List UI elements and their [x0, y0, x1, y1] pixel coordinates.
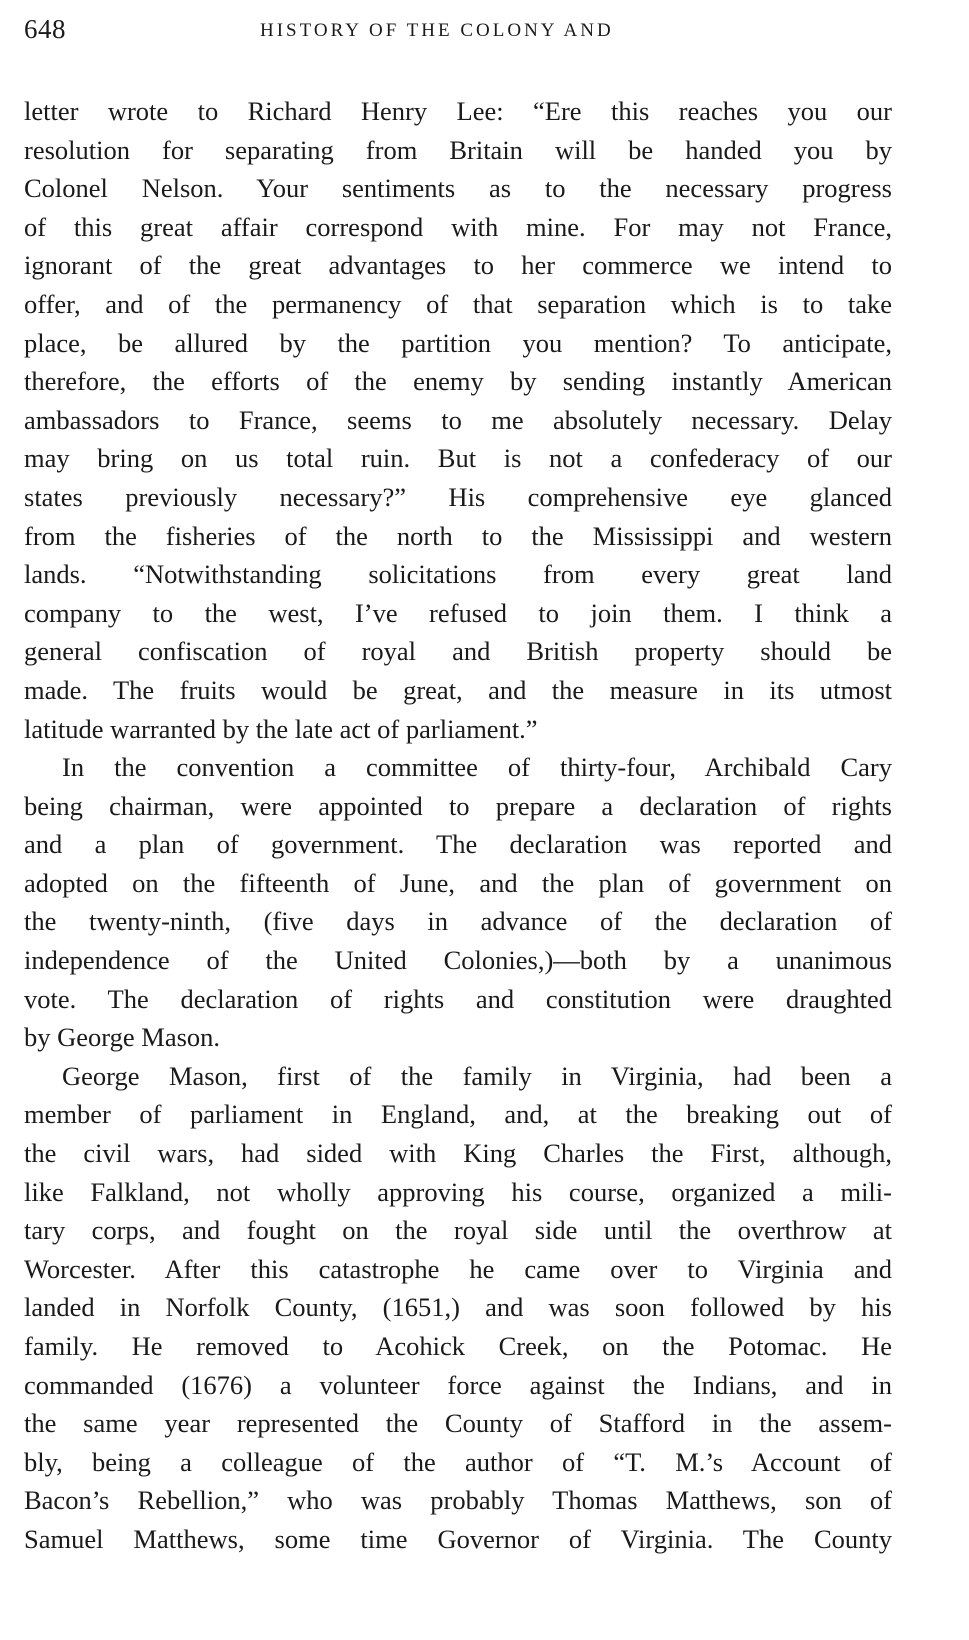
text-line: ambassadors to France, seems to me absolutely necessary. Delay [24, 404, 892, 435]
text-line: being chairman, were appointed to prepare a declaration of rights [24, 790, 892, 821]
text-line: adopted on the fifteenth of June, and the plan of government on [24, 867, 892, 898]
text-line: lands. “Notwithstanding solicitations from every great land [24, 559, 892, 590]
text-line: the twenty-ninth, (five days in advance of the declaration of [24, 906, 892, 937]
running-head [24, 14, 892, 48]
paragraph-end-line: latitude warranted by the late act of parliament.” [24, 713, 538, 744]
text-line: letter wrote to Richard Henry Lee: “Ere this reaches you our [24, 96, 892, 126]
text-line: like Falkland, not wholly approving his course, organized a mili- [24, 1176, 892, 1207]
text-line: place, be allured by the partition you mention? To anticipate, [24, 327, 892, 358]
text-line: of this great affair correspond with mine. For may not France, [24, 211, 892, 242]
text-line: may bring on us total ruin. But is not a confederacy of our [24, 443, 892, 474]
text-line: made. The fruits would be great, and the measure in its utmost [24, 674, 892, 705]
text-line: Samuel Matthews, some time Governor of Virginia. The County [24, 1523, 892, 1554]
text-line: resolution for separating from Britain will be handed you by [24, 134, 892, 165]
text-line: company to the west, I’ve refused to join them. I think a [24, 597, 892, 628]
text-line: Colonel Nelson. Your sentiments as to the necessary progress [24, 173, 892, 204]
text-line: the same year represented the County of Stafford in the assem- [24, 1408, 892, 1439]
text-line: and a plan of government. The declaration was reported and [24, 829, 892, 860]
text-line: offer, and of the permanency of that separation which is to take [24, 288, 892, 319]
text-line: tary corps, and fought on the royal side until the overthrow at [24, 1215, 892, 1246]
paragraph-end-line: by George Mason. [24, 1022, 221, 1053]
text-line: the civil wars, had sided with King Charles the First, although, [24, 1138, 892, 1169]
text-line: independence of the United Colonies,)—both by a unanimous [24, 945, 892, 976]
text-line: landed in Norfolk County, (1651,) and was soon followed by his [24, 1292, 892, 1323]
text-line: Bacon’s Rebellion,” who was probably Thomas Matthews, son of [24, 1485, 892, 1516]
text-line: states previously necessary?” His comprehensive eye glanced [24, 481, 892, 512]
text-line: Worcester. After this catastrophe he came over to Virginia and [24, 1253, 892, 1284]
text-line: bly, being a colleague of the author of “T. M.’s Account of [24, 1446, 892, 1477]
paragraph-start-line: George Mason, first of the family in Virginia, had been a [62, 1060, 892, 1091]
page-number: 648 [24, 14, 66, 44]
text-line: commanded (1676) a volunteer force against the Indians, and in [24, 1369, 892, 1400]
text-line: general confiscation of royal and British property should be [24, 636, 892, 667]
text-line: ignorant of the great advantages to her commerce we intend to [24, 250, 892, 281]
text-line: therefore, the efforts of the enemy by sending instantly American [24, 366, 892, 397]
body-text [24, 92, 892, 1559]
text-line: family. He removed to Acohick Creek, on the Potomac. He [24, 1331, 892, 1361]
book-page [24, 14, 892, 1559]
text-line: member of parliament in England, and, at the breaking out of [24, 1099, 892, 1130]
running-title: HISTORY OF THE COLONY AND [260, 20, 614, 41]
paragraph-start-line: In the convention a committee of thirty-four, Archibald Cary [62, 752, 892, 783]
text-line: vote. The declaration of rights and constitution were draughted [24, 983, 892, 1014]
text-line: from the fisheries of the north to the Mississippi and western [24, 520, 892, 551]
